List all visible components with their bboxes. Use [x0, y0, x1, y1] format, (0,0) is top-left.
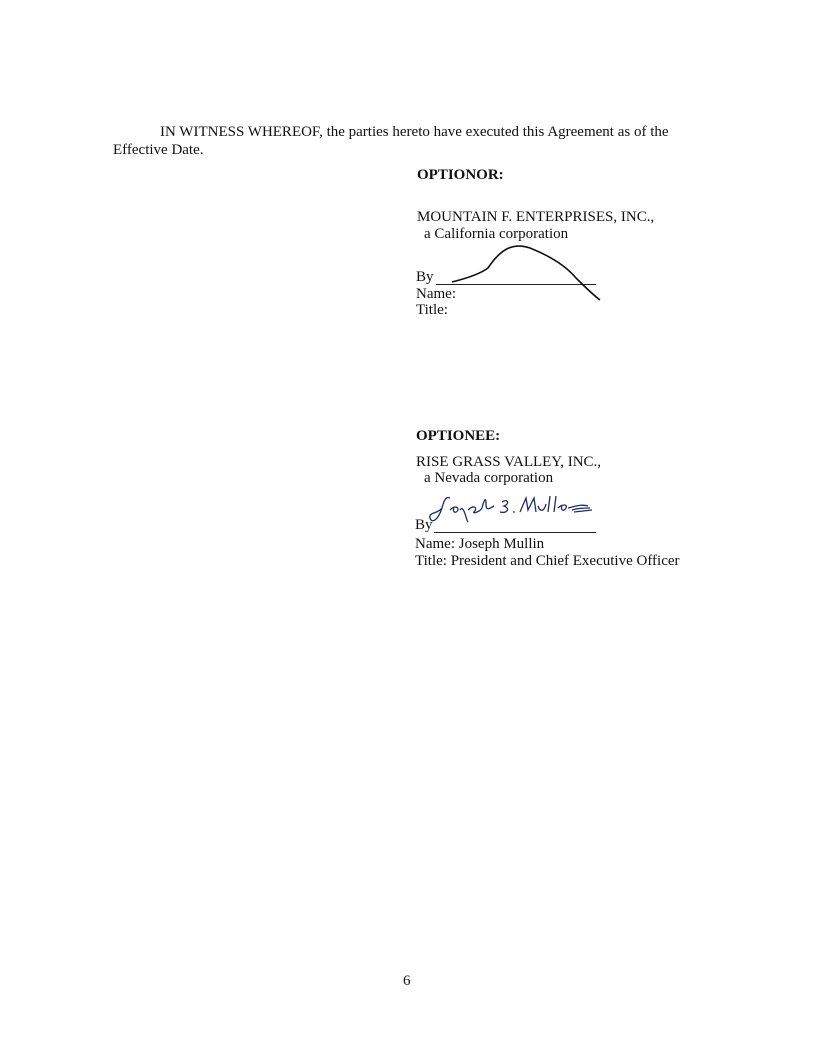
optionee-entity-name: RISE GRASS VALLEY, INC.,: [416, 454, 602, 470]
optionor-signature-image: [440, 238, 640, 308]
optionee-entity-type: a Nevada corporation: [424, 470, 554, 486]
optionee-signature-image: [428, 490, 598, 530]
optionor-entity-name: MOUNTAIN F. ENTERPRISES, INC.,: [417, 209, 655, 225]
optionee-signature-line: [434, 532, 596, 533]
witness-clause-line-2: Effective Date.: [113, 142, 204, 158]
optionor-heading: OPTIONOR:: [417, 167, 504, 183]
optionor-name-label: Name:: [416, 286, 456, 302]
witness-clause-line-1: IN WITNESS WHEREOF, the parties hereto have executed this Agreement as of the: [160, 124, 669, 140]
page-number: 6: [403, 973, 411, 989]
optionee-name-line: Name: Joseph Mullin: [415, 536, 545, 552]
optionor-by-label: By: [416, 269, 434, 285]
optionor-entity-type: a California corporation: [424, 226, 569, 242]
optionee-heading: OPTIONEE:: [416, 428, 501, 444]
optionor-title-label: Title:: [416, 302, 448, 318]
optionee-title-line: Title: President and Chief Executive Officer: [415, 553, 680, 569]
optionee-by-label: By: [415, 517, 433, 533]
